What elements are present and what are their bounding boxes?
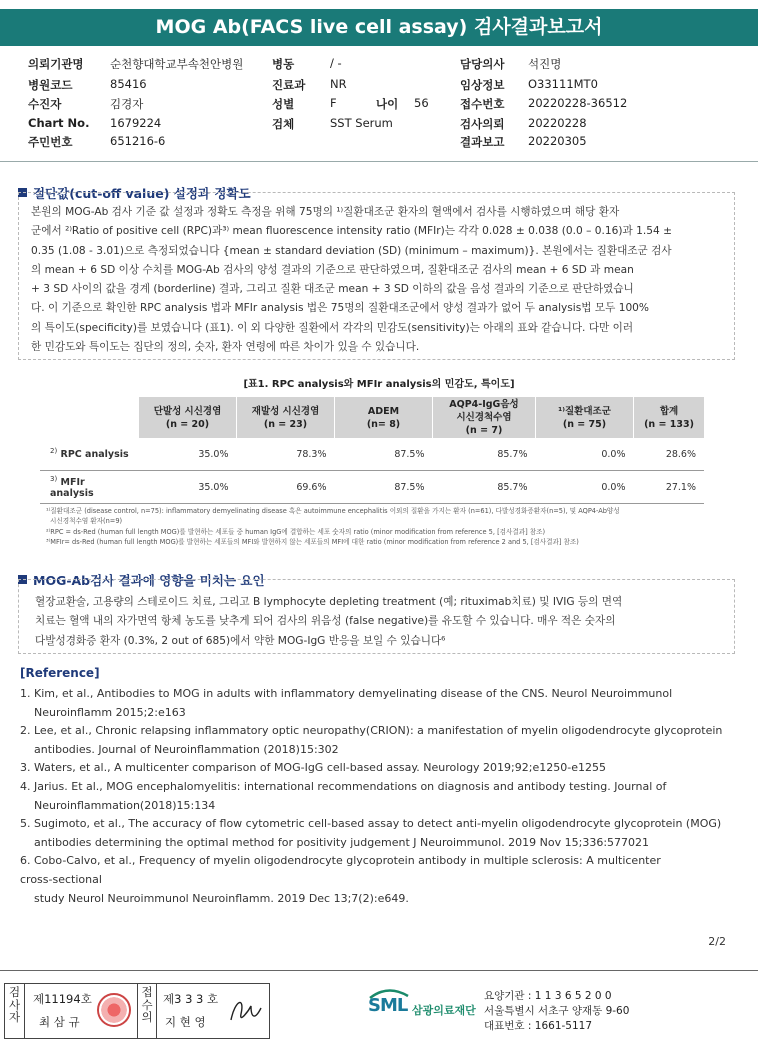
cutoff-line: 0.35 (1.08 - 3.01)으로 측정되었습니다 {mean ± standard deviation (SD) (minimum – maximum)}. 본원에서는 질환대조군 검사 [31, 244, 672, 257]
sex-value: F [330, 96, 337, 110]
reference-line: 1. Kim, et al., Antibodies to MOG in adults with inflammatory demyelinating disease of the CNS. Neurol Neuroimmunol [20, 687, 673, 700]
org-address: 서울특별시 서초구 양재동 9-60 [484, 1005, 630, 1017]
reference-line: Neuroinflamm 2015;2:e163 [34, 705, 186, 719]
reception-no-value: 20220228-36512 [528, 96, 628, 110]
cutoff-line: 군에서 ²⁾Ratio of positive cell (RPC)과³⁾ mean fluorescence intensity ratio (MFIr)는 각각 0.028 ± 0.038 (0.0 – 0.16)과 1.54 ± [31, 225, 672, 238]
cutoff-line: 의 mean + 6 SD 이상 수치를 MOG-Ab 검사의 양성 결과의 기준으로 판단하였으며, 질환대조군 검사의 mean + 6 SD 과 mean [31, 263, 634, 276]
examinee-value: 김경자 [110, 97, 144, 111]
resident-no-value: 651216-6 [110, 134, 166, 148]
sensitivity-table [40, 397, 704, 504]
reference-line: study Neurol Neuroimmunol Neuroinflamm. 2019 Dec 13;7(2):e649. [34, 891, 409, 905]
institution-value: 순천향대학교부속천안병원 [110, 57, 244, 71]
header-divider [0, 161, 758, 162]
table-cell: 0.0% [536, 471, 634, 504]
examiner-name: 최 삼 규 [39, 1015, 80, 1029]
table-footnote: 시신경척수염 환자(n=9) [50, 517, 123, 525]
report-date-label: 결과보고 [460, 135, 505, 149]
cutoff-paragraph [31, 203, 743, 357]
reference-line: 6. Cobo-Calvo, et al., Frequency of myelin oligodendrocyte glycoprotein antibody in multiple sclerosis: A multicenter [20, 854, 661, 868]
section-heading-factors-text: MOG-Ab검사 결과에 영향을 미치는 요인 [33, 573, 265, 588]
table-corner [40, 397, 139, 438]
sex-label: 성별 [272, 97, 295, 111]
table-cell: 69.6% [237, 471, 335, 504]
cutoff-line: 본원의 MOG-Ab 검사 기준 값 설정과 정확도 측정을 위해 75명의 ¹⁾질환대조군 환자의 혈액에서 검사를 시행하였으며 해당 환자 [31, 206, 620, 218]
col-header: ¹⁾질환대조군 (n = 75) [536, 397, 634, 438]
logo-text: SML [368, 995, 408, 1016]
table-cell: 78.3% [237, 438, 335, 471]
examinee-label: 수진자 [28, 97, 62, 111]
reference-line: antibodies. Journal of Neuroinflammation (2018)15:302 [34, 742, 339, 756]
request-date-label: 검사의뢰 [460, 117, 505, 131]
report-title: MOG Ab(FACS live cell assay) 검사결과보고서 [0, 9, 758, 46]
table-cell: 87.5% [335, 438, 433, 471]
receiver-license-no: 제3 3 3 호 [163, 992, 219, 1006]
factors-line: 다발성경화증 환자 (0.3%, 2 out of 685)에서 약한 MOG-IgG 반응을 보일 수 있습니다⁶ [35, 634, 446, 647]
chart-no-value: 1679224 [110, 116, 162, 130]
col-header: 재발성 시신경염 (n = 23) [237, 397, 335, 438]
table-footnote: ³⁾MFIr= ds-Red (human full length MOG)를 발현하는 세포들의 MFI와 발현하지 않는 세포들의 MFI에 대한 ratio (minor modification from reference 2 and 5, [검사결과] 참조) [46, 538, 579, 546]
clinical-info-value: O33111MT0 [528, 77, 598, 91]
table-cell: 35.0% [139, 438, 237, 471]
cutoff-line: 다. 이 기준으로 확인한 RPC analysis 법과 MFIr analysis 법은 75명의 질환대조군에서 양성 결과가 없어 두 analysis법 모두 100% [31, 302, 649, 315]
table-cell: 87.5% [335, 471, 433, 504]
reference-line: antibodies determining the optimal method for positivity judgement J Neuroimmunol. 2019 Nov 15;336:577021 [34, 835, 650, 849]
reference-heading: [Reference] [20, 666, 100, 680]
reference-line: 3. Waters, et al., A multicenter comparison of MOG-IgG cell-based assay. Neurology 2019;92;e1250-e1255 [20, 761, 606, 775]
reference-line: Neuroinflammation(2018)15:134 [34, 798, 216, 812]
examiner-license-no: 제11194호 [33, 992, 92, 1006]
age-label: 나이 [376, 97, 399, 111]
table-row [40, 471, 704, 504]
ward-value: / - [330, 56, 342, 70]
reference-line: 2. Lee, et al., Chronic relapsing inflammatory optic neuropathy(CRION): a manifestation of myelin oligodendrocyte glycoprotein [20, 724, 723, 738]
table-footnote: ²⁾RPC = ds-Red (human full length MOG)를 발현하는 세포들 중 human IgG에 결합하는 세포 숫자의 ratio (minor modification from reference 5, [검사결과] 참조) [46, 528, 546, 536]
factors-line: 혈장교환술, 고용량의 스테로이드 치료, 그리고 B lymphocyte depleting treatment (예; rituximab치료) 및 IVIG 등의 면역 [35, 596, 623, 608]
cutoff-line: 의 특이도(specificity)를 보였습니다 (표1). 이 외 다양한 질환에서 각각의 민감도(sensitivity)는 아래의 표와 같습니다. 다만 이러 [31, 321, 634, 334]
row-label: $^{2)}$ RPC analysis [40, 438, 139, 471]
row-label: $^{3)}$ MFIr analysis [40, 471, 139, 504]
handwritten-signature-icon [227, 990, 265, 1030]
table-row [40, 438, 704, 471]
specimen-value: SST Serum [330, 116, 393, 130]
foundation-name: 삼광의료재단 [412, 1004, 476, 1017]
reference-line: 5. Sugimoto, et al., The accuracy of flow cytometric cell-based assay to detect anti-myelin oligodendrocyte glycoprotein (MOG) [20, 817, 722, 831]
page-number: 2/2 [708, 935, 726, 948]
factors-paragraph [35, 593, 735, 651]
col-header: 단발성 시신경염 (n = 20) [139, 397, 237, 438]
table-cell: 28.6% [634, 438, 705, 471]
seal-stamp-icon [97, 993, 131, 1027]
examiner-vertical-label: 검 사 자 [5, 984, 25, 1038]
col-header: AQP4-IgG음성 시신경척수염 (n = 7) [433, 397, 536, 438]
table-footnote: ¹⁾질환대조군 (disease control, n=75): inflammatory demyelinating disease 혹은 autoimmune encephalitis 이외의 질환을 가지는 환자 (n=61), 다발성경화증환자(n=5), 및 AQP4-Ab양성 [46, 507, 620, 515]
doctor-label: 담당의사 [460, 57, 505, 71]
table-cell: 85.7% [433, 471, 536, 504]
institution-label: 의뢰기관명 [28, 57, 84, 71]
hospital-code-label: 병원코드 [28, 78, 73, 92]
table-cell: 27.1% [634, 471, 705, 504]
col-header: 합계 (n = 133) [634, 397, 705, 438]
ward-label: 병동 [272, 57, 295, 71]
org-phone: 대표번호 : 1661-5117 [484, 1020, 593, 1032]
reference-line: 4. Jarius. Et al., MOG encephalomyelitis: international recommendations on diagnosis and antibody testing. Journal of [20, 779, 667, 793]
cutoff-line: + 3 SD 사이의 값을 경계 (borderline) 결과, 그리고 질환 대조군 mean + 3 SD 이하의 값을 음성 결과의 기준으로 판단하였습니 [31, 283, 634, 296]
col-header: ADEM (n= 8) [335, 397, 433, 438]
age-value: 56 [414, 96, 429, 110]
receiver-name: 지 현 영 [165, 1015, 206, 1029]
section-heading-cutoff-text: 절단값(cut-off value) 설정과 정확도 [33, 186, 251, 201]
department-label: 진료과 [272, 78, 306, 92]
signature-box [4, 983, 270, 1039]
table-cell: 35.0% [139, 471, 237, 504]
table-cell: 0.0% [536, 438, 634, 471]
resident-no-label: 주민번호 [28, 135, 73, 149]
table-cell: 85.7% [433, 438, 536, 471]
clinical-info-label: 임상정보 [460, 78, 505, 92]
org-code: 요양기관 : 1 1 3 6 5 2 0 0 [484, 990, 612, 1002]
reception-no-label: 접수번호 [460, 97, 505, 111]
footer-divider [0, 970, 758, 971]
report-date-value: 20220305 [528, 134, 587, 148]
department-value: NR [330, 77, 347, 91]
chart-no-label: Chart No. [28, 116, 90, 130]
cutoff-line: 한 민감도와 특이도는 집단의 정의, 숫자, 환자 연령에 따른 차이가 있을 수 있습니다. [31, 341, 420, 354]
factors-line: 치료는 혈액 내의 자가면역 항체 농도를 낮추게 되어 검사의 위음성 (false negative)를 유도할 수 있습니다. 매우 적은 숫자의 [35, 615, 616, 628]
table-caption: [표1. RPC analysis와 MFIr analysis의 민감도, 특이도] [243, 379, 515, 390]
hospital-code-value: 85416 [110, 77, 147, 91]
doctor-value: 석진명 [528, 57, 562, 71]
receiver-vertical-label: 접 수 의 [137, 984, 157, 1038]
reference-list [20, 685, 740, 908]
request-date-value: 20220228 [528, 116, 587, 130]
reference-line: cross-sectional [20, 872, 102, 886]
specimen-label: 검체 [272, 117, 295, 131]
